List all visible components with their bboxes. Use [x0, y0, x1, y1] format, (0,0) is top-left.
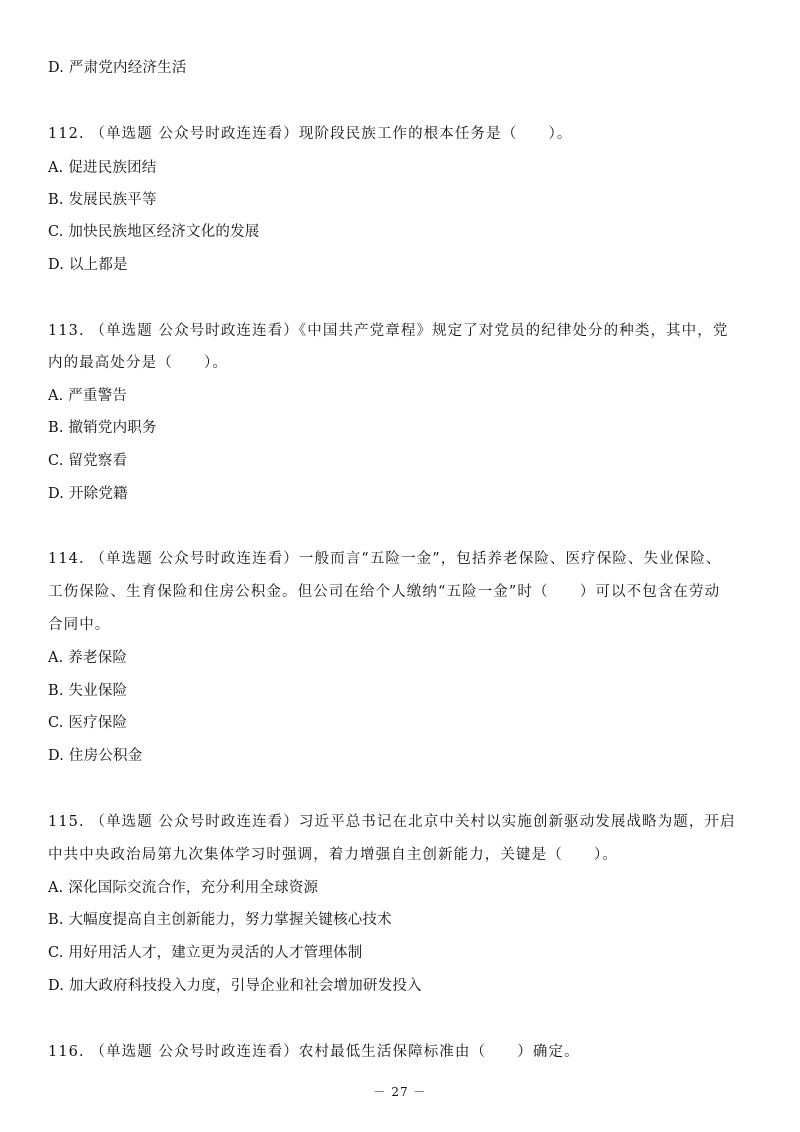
question-text: 113. （单选题 公众号时政连连看）《中国共产党章程》规定了对党员的纪律处分的种类，其中，党	[48, 323, 729, 339]
question-text: 合同中。	[48, 617, 111, 633]
question-text: 中共中央政治局第九次集体学习时强调，着力增强自主创新能力，关键是（ ）。	[48, 847, 618, 863]
question-text: 116. （单选题 公众号时政连连看）农村最低生活保障标准由（ ）确定。	[48, 1044, 580, 1060]
option-d: D. 以上都是	[48, 257, 128, 273]
option-c: C. 用好用活人才，建立更为灵活的人才管理体制	[48, 945, 363, 961]
option-a: A. 深化国际交流合作，充分利用全球资源	[48, 880, 319, 896]
page-number: － 27 －	[373, 1085, 427, 1099]
question-text: 115. （单选题 公众号时政连连看）习近平总书记在北京中关村以实施创新驱动发展战略为题，开启	[48, 814, 736, 830]
option-d: D. 开除党籍	[48, 486, 128, 502]
option-a: A. 养老保险	[48, 650, 128, 666]
option-b: B. 大幅度提高自主创新能力，努力掌握关键核心技术	[48, 912, 392, 928]
question-text: 114. （单选题 公众号时政连连看）一般而言“五险一金”，包括养老保险、医疗保险、失业保险、	[48, 551, 722, 567]
option-b: B. 失业保险	[48, 683, 128, 699]
option-c: C. 医疗保险	[48, 715, 128, 731]
option-a: A. 严重警告	[48, 388, 128, 404]
option-c: C. 留党察看	[48, 453, 128, 469]
question-text: 内的最高处分是（ ）。	[48, 355, 228, 371]
option-d-previous-question: D. 严肃党内经济生活	[48, 60, 187, 76]
option-d: D. 住房公积金	[48, 748, 143, 764]
question-text: 112. （单选题 公众号时政连连看）现阶段民族工作的根本任务是（ ）。	[48, 126, 573, 142]
option-c: C. 加快民族地区经济文化的发展	[48, 224, 260, 240]
option-d: D. 加大政府科技投入力度，引导企业和社会增加研发投入	[48, 978, 422, 994]
question-text: 工伤保险、生育保险和住房公积金。但公司在给个人缴纳“五险一金”时（ ）可以不包含在劳动	[48, 584, 721, 600]
option-b: B. 发展民族平等	[48, 192, 157, 208]
option-b: B. 撤销党内职务	[48, 420, 157, 436]
option-a: A. 促进民族团结	[48, 160, 157, 176]
